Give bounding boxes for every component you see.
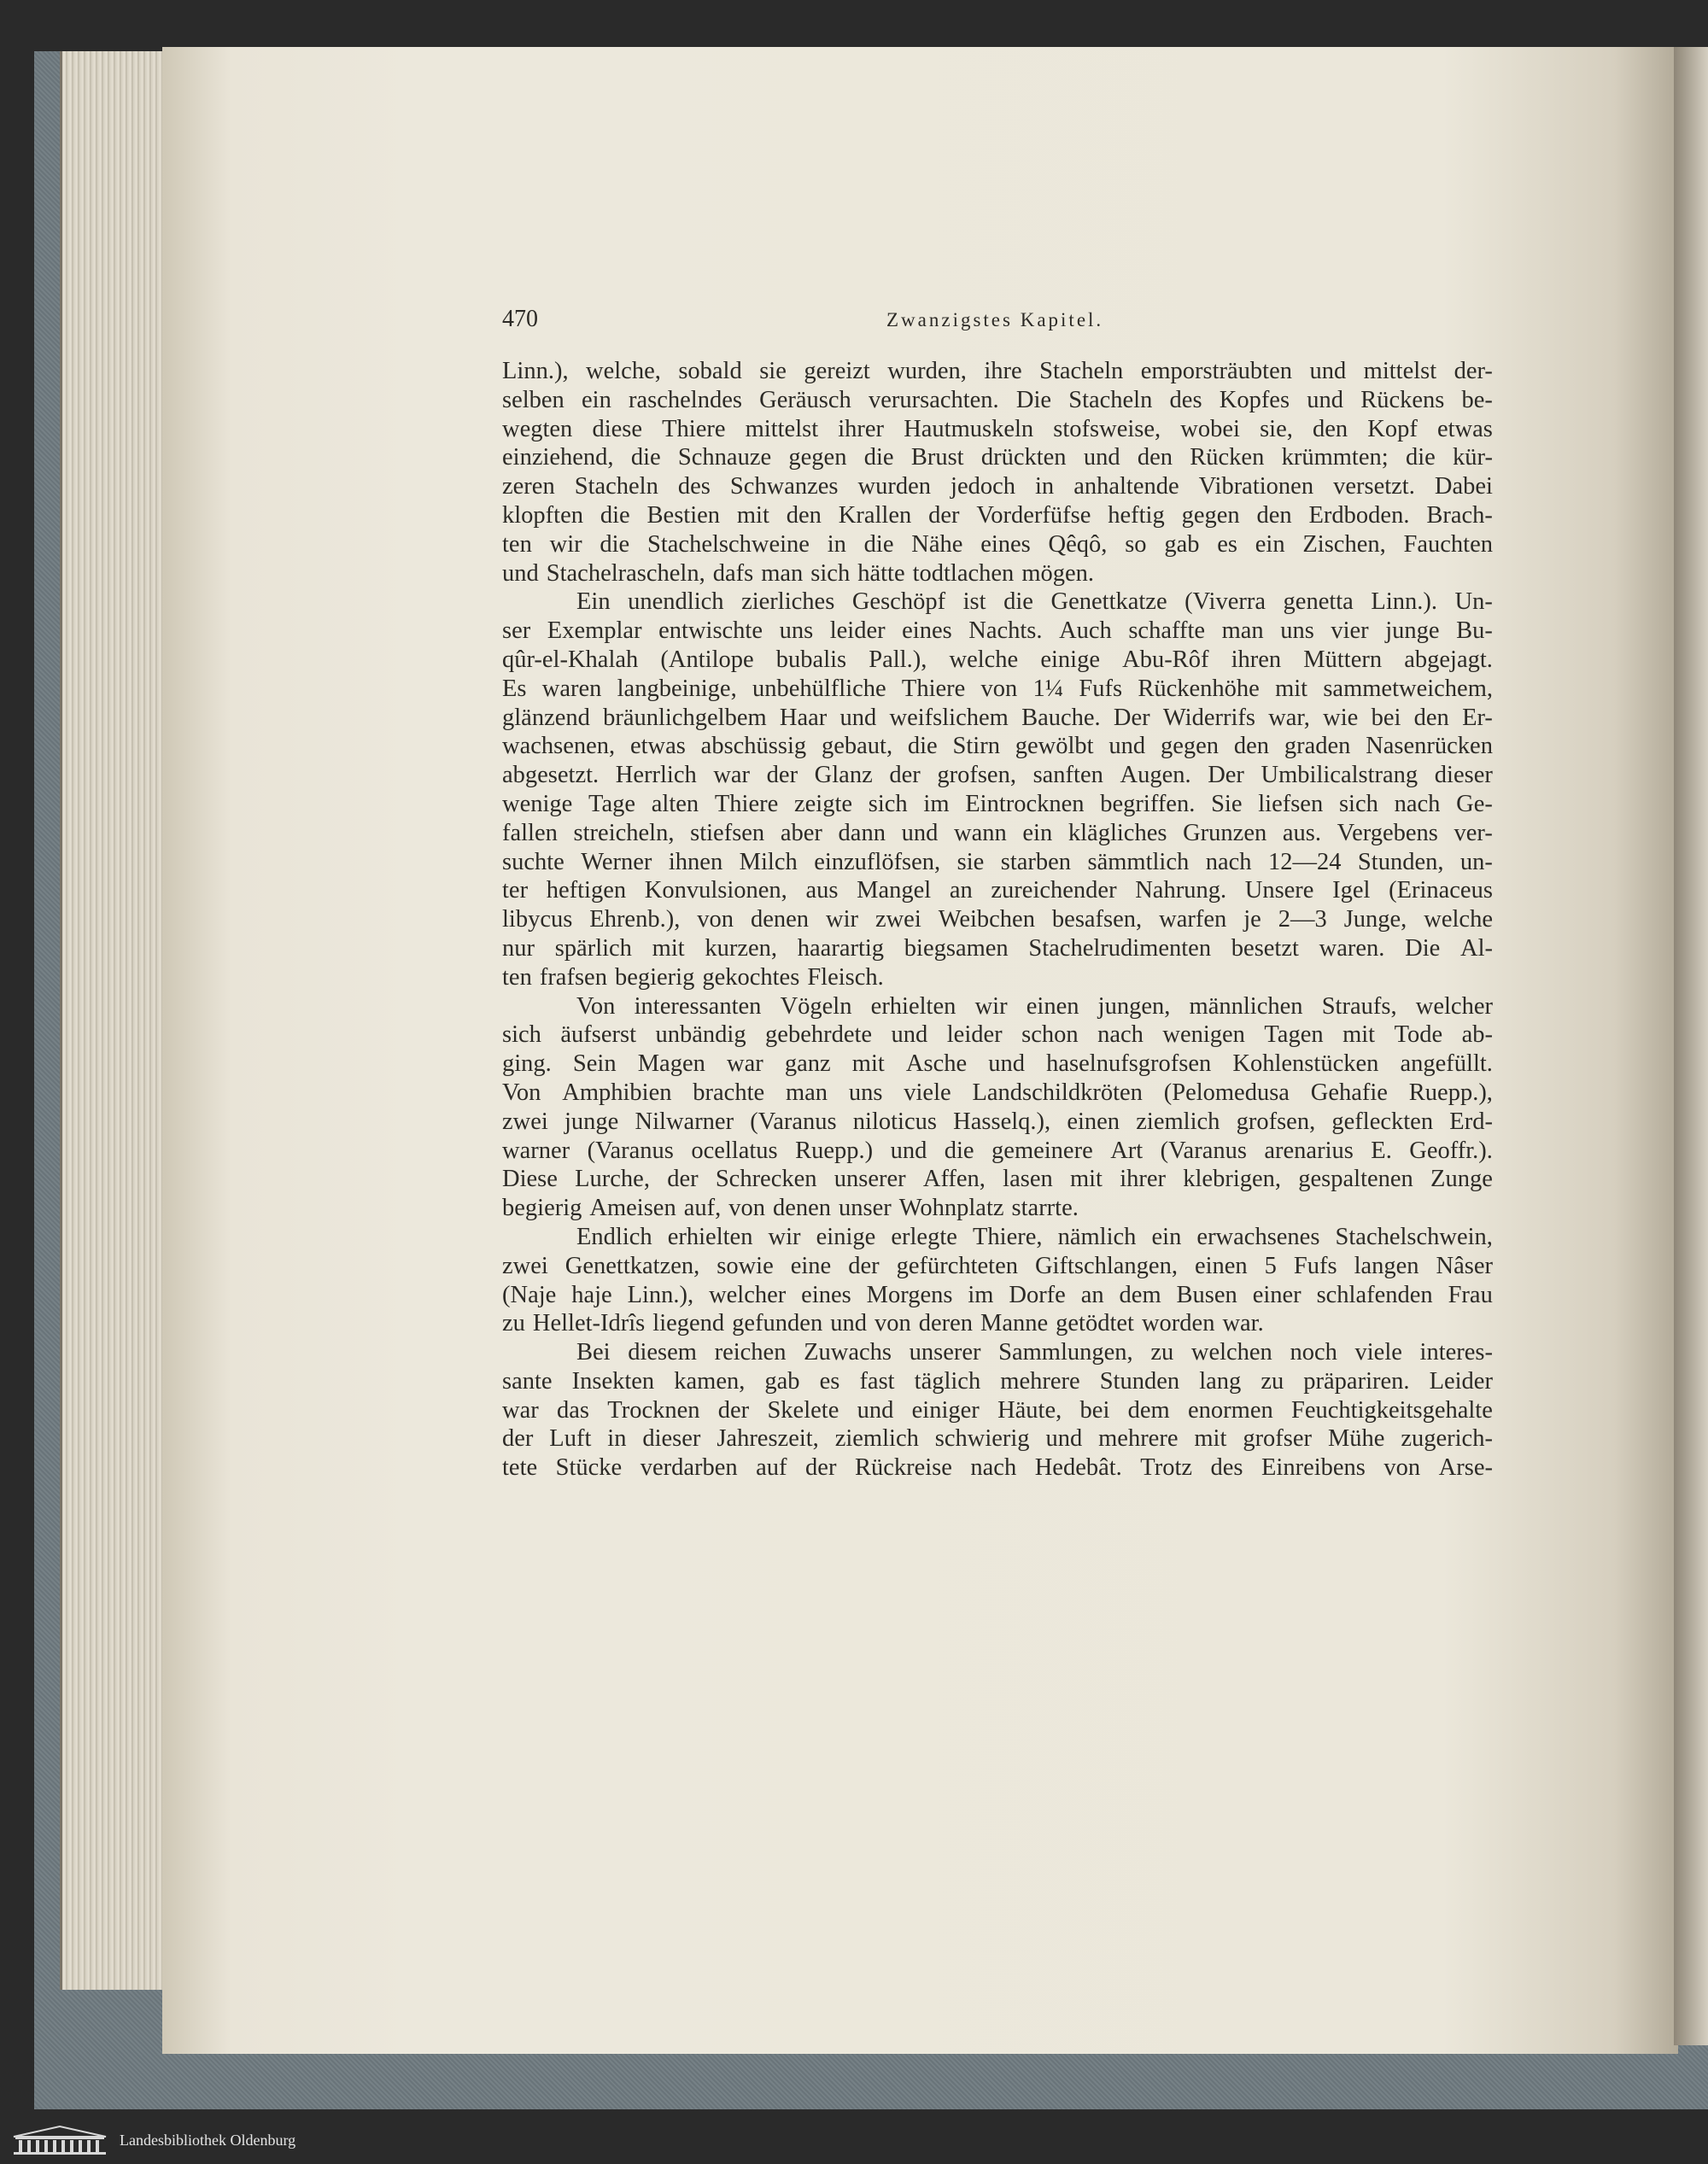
adjacent-page-edge [1674, 47, 1708, 2045]
text-line: sante Insekten kamen, gab es fast täglich mehrere Stunden lang zu präpariren. Leider [502, 1367, 1493, 1395]
footer-bar [0, 2118, 1708, 2164]
text-line: warner (Varanus ocellatus Ruepp.) und die gemeinere Art (Varanus arenarius E. Geoffr.). [502, 1137, 1493, 1164]
text-line: zeren Stacheln des Schwanzes wurden jedoch in anhaltende Vibrationen versetzt. Dabei [502, 473, 1493, 500]
text-line: begierig Ameisen auf, von denen unser Wohnplatz starrte. [502, 1195, 1079, 1222]
text-line: der Luft in dieser Jahreszeit, ziemlich schwierig und mehrere mit grofser Mühe zugerich- [502, 1425, 1493, 1453]
text-line: libycus Ehrenb.), von denen wir zwei Weibchen besafsen, warfen je 2—3 Junge, welche [502, 906, 1493, 933]
text-line: suchte Werner ihnen Milch einzuflöfsen, sie starben sämmtlich nach 12—24 Stunden, un- [502, 848, 1493, 875]
text-line: klopften die Bestien mit den Krallen der Vorderfüfse heftig gegen den Erdboden. Brach- [502, 501, 1493, 529]
text-line: Es waren langbeinige, unbehülfliche Thiere von 1¼ Fufs Rückenhöhe mit sammetweichem, [502, 675, 1493, 702]
text-line: abgesetzt. Herrlich war der Glanz der grofsen, sanften Augen. Der Umbilicalstrang dieser [502, 762, 1493, 789]
text-line: wenige Tage alten Thiere zeigte sich im Eintrocknen begriffen. Sie liefsen sich nach Ge- [502, 790, 1493, 817]
text-line: sich äufserst unbändig gebehrdete und leider schon nach wenigen Tagen mit Tode ab- [502, 1021, 1493, 1049]
text-line: qûr-el-Khalah (Antilope bubalis Pall.), welche einige Abu-Rôf ihren Müttern abgejagt. [502, 646, 1493, 673]
text-line: (Naje haje Linn.), welcher eines Morgens im Dorfe an dem Busen einer schlafenden Frau [502, 1281, 1493, 1308]
text-line: Diese Lurche, der Schrecken unserer Affen, lasen mit ihrer klebrigen, gespaltenen Zunge [502, 1166, 1493, 1193]
text-line: Endlich erhielten wir einige erlegte Thiere, nämlich ein erwachsenes Stachelschwein, [576, 1223, 1493, 1250]
text-line: ten wir die Stachelschweine in die Nähe eines Qêqô, so gab es ein Zischen, Fauchten [502, 530, 1493, 558]
text-line: einziehend, die Schnauze gegen die Brust drückten und den Rücken krümmten; die kür- [502, 444, 1493, 471]
text-line: wegten diese Thiere mittelst ihrer Hautmuskeln stofsweise, wobei sie, den Kopf etwas [502, 415, 1493, 442]
text-line: ten frafsen begierig gekochtes Fleisch. [502, 963, 884, 991]
text-line: Ein unendlich zierliches Geschöpf ist die Genettkatze (Viverra genetta Linn.). Un- [576, 588, 1493, 616]
text-line: ging. Sein Magen war ganz mit Asche und haselnufsgrofsen Kohlenstücken angefüllt. [502, 1050, 1493, 1078]
library-name: Landesbibliothek Oldenburg [120, 2132, 296, 2149]
text-line: Von interessanten Vögeln erhielten wir einen jungen, männlichen Straufs, welcher [576, 992, 1493, 1020]
text-line: ter heftigen Konvulsionen, aus Mangel an zureichender Nahrung. Unsere Igel (Erinaceus [502, 877, 1493, 904]
text-line: zwei Genettkatzen, sowie eine der gefürchteten Giftschlangen, einen 5 Fufs langen Nâser [502, 1252, 1493, 1279]
text-line: wachsenen, etwas abschüssig gebaut, die Stirn gewölbt und gegen den graden Nasenrücken [502, 733, 1493, 760]
text-line: zwei junge Nilwarner (Varanus niloticus Hasselq.), einen ziemlich grofsen, gefleckten Erd- [502, 1108, 1493, 1135]
text-line: war das Trocknen der Skelete und einiger Häute, bei dem enormen Feuchtigkeitsgehalte [502, 1396, 1493, 1424]
text-line: Linn.), welche, sobald sie gereizt wurden, ihre Stacheln emporsträubten und mittelst der- [502, 358, 1493, 384]
body-text [502, 357, 1493, 1483]
text-line: nur spärlich mit kurzen, haarartig biegsamen Stachelrudimenten besetzt waren. Die Al- [502, 934, 1493, 962]
page-number: 470 [502, 306, 538, 332]
text-line: glänzend bräunlichgelbem Haar und weifslichem Bauche. Der Widerrifs war, wie bei den Er- [502, 704, 1493, 731]
chapter-title: Zwanzigstes Kapitel. [886, 309, 1104, 330]
text-line: tete Stücke verdarben auf der Rückreise nach Hedebât. Trotz des Einreibens von Arse- [502, 1454, 1493, 1482]
text-line: selben ein raschelndes Geräusch verursachten. Die Stacheln des Kopfes und Rückens be- [502, 386, 1493, 413]
text-line: fallen streicheln, stiefsen aber dann und wann ein klägliches Grunzen aus. Vergebens ver- [502, 819, 1493, 846]
text-line: zu Hellet-Idrîs liegend gefunden und von deren Manne getödtet worden war. [502, 1310, 1264, 1337]
text-line: Bei diesem reichen Zuwachs unserer Sammlungen, zu welchen noch viele interes- [576, 1339, 1493, 1366]
library-building-icon [9, 2125, 111, 2155]
text-line: und Stachelrascheln, dafs man sich hätte todtlachen mögen. [502, 559, 1095, 587]
running-head [502, 306, 1493, 340]
text-line: Von Amphibien brachte man uns viele Landschildkröten (Pelomedusa Gehafie Ruepp.), [502, 1079, 1493, 1106]
text-line: ser Exemplar entwischte uns leider eines Nachts. Auch schaffte man uns vier junge Bu- [502, 617, 1493, 645]
